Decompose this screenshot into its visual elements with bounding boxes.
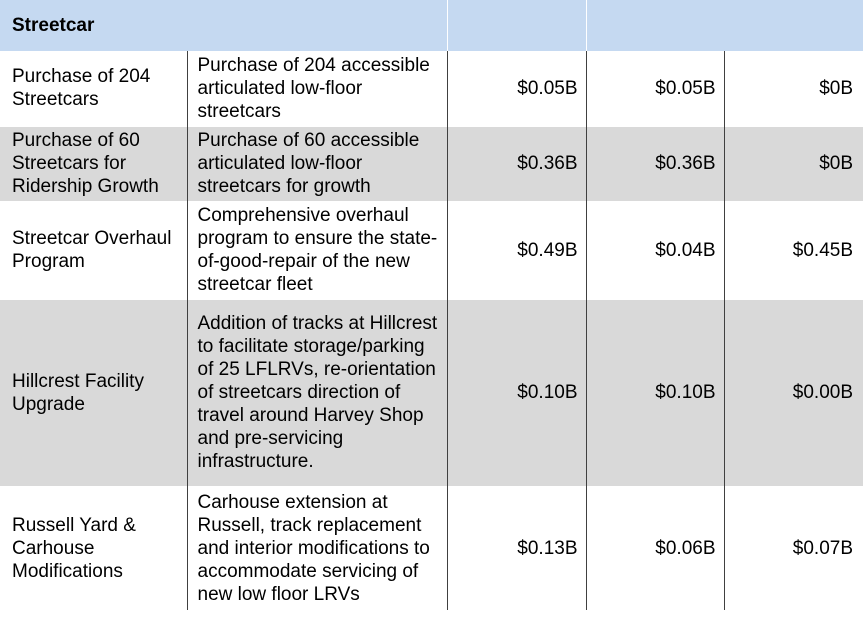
project-name: Russell Yard & Carhouse Modifications [0, 486, 187, 610]
table-row [0, 126, 863, 201]
value-cell: $0.10B [447, 299, 586, 486]
project-description: Purchase of 60 accessible articulated low-floor streetcars for growth [187, 126, 447, 201]
table-row [0, 51, 863, 126]
project-description: Addition of tracks at Hillcrest to facilitate storage/parking of 25 LFLRVs, re-orientation of streetcars direction of travel around Harvey Shop and pre-servicing infrastructure. [187, 299, 447, 486]
table-row [0, 201, 863, 299]
value-cell: $0B [724, 126, 863, 201]
project-name: Purchase of 204 Streetcars [12, 66, 151, 111]
value-cell: $0.45B [724, 201, 863, 299]
value-cell: $0.13B [447, 486, 586, 610]
value-cell: $0.36B [447, 126, 586, 201]
value-cell: $0.36B [586, 126, 724, 201]
project-description: Purchase of 204 accessible articulated low-floor streetcars [187, 51, 447, 126]
value-cell: $0.10B [586, 299, 724, 486]
project-name: Hillcrest Facility Upgrade [0, 299, 187, 486]
section-title: Streetcar [0, 0, 447, 51]
value-cell: $0.05B [447, 51, 586, 126]
value-cell: $0B [724, 51, 863, 126]
value-cell: $0.06B [586, 486, 724, 610]
header-cell-empty [586, 0, 863, 51]
value-cell: $0.07B [724, 486, 863, 610]
value-cell: $0.49B [447, 201, 586, 299]
table-row [0, 299, 863, 486]
project-description: Comprehensive overhaul program to ensure the state-of-good-repair of the new streetcar fleet [187, 201, 447, 299]
value-cell: $0.00B [724, 299, 863, 486]
header-cell-empty [447, 0, 586, 51]
project-description: Carhouse extension at Russell, track replacement and interior modifications to accommodate servicing of new low floor LRVs [187, 486, 447, 610]
project-name: Purchase of 60 Streetcars for Ridership Growth [0, 126, 187, 201]
table-row [0, 486, 863, 610]
section-header-row [0, 0, 863, 51]
project-name: Streetcar Overhaul Program [0, 201, 187, 299]
value-cell: $0.05B [586, 51, 724, 126]
value-cell: $0.04B [586, 201, 724, 299]
